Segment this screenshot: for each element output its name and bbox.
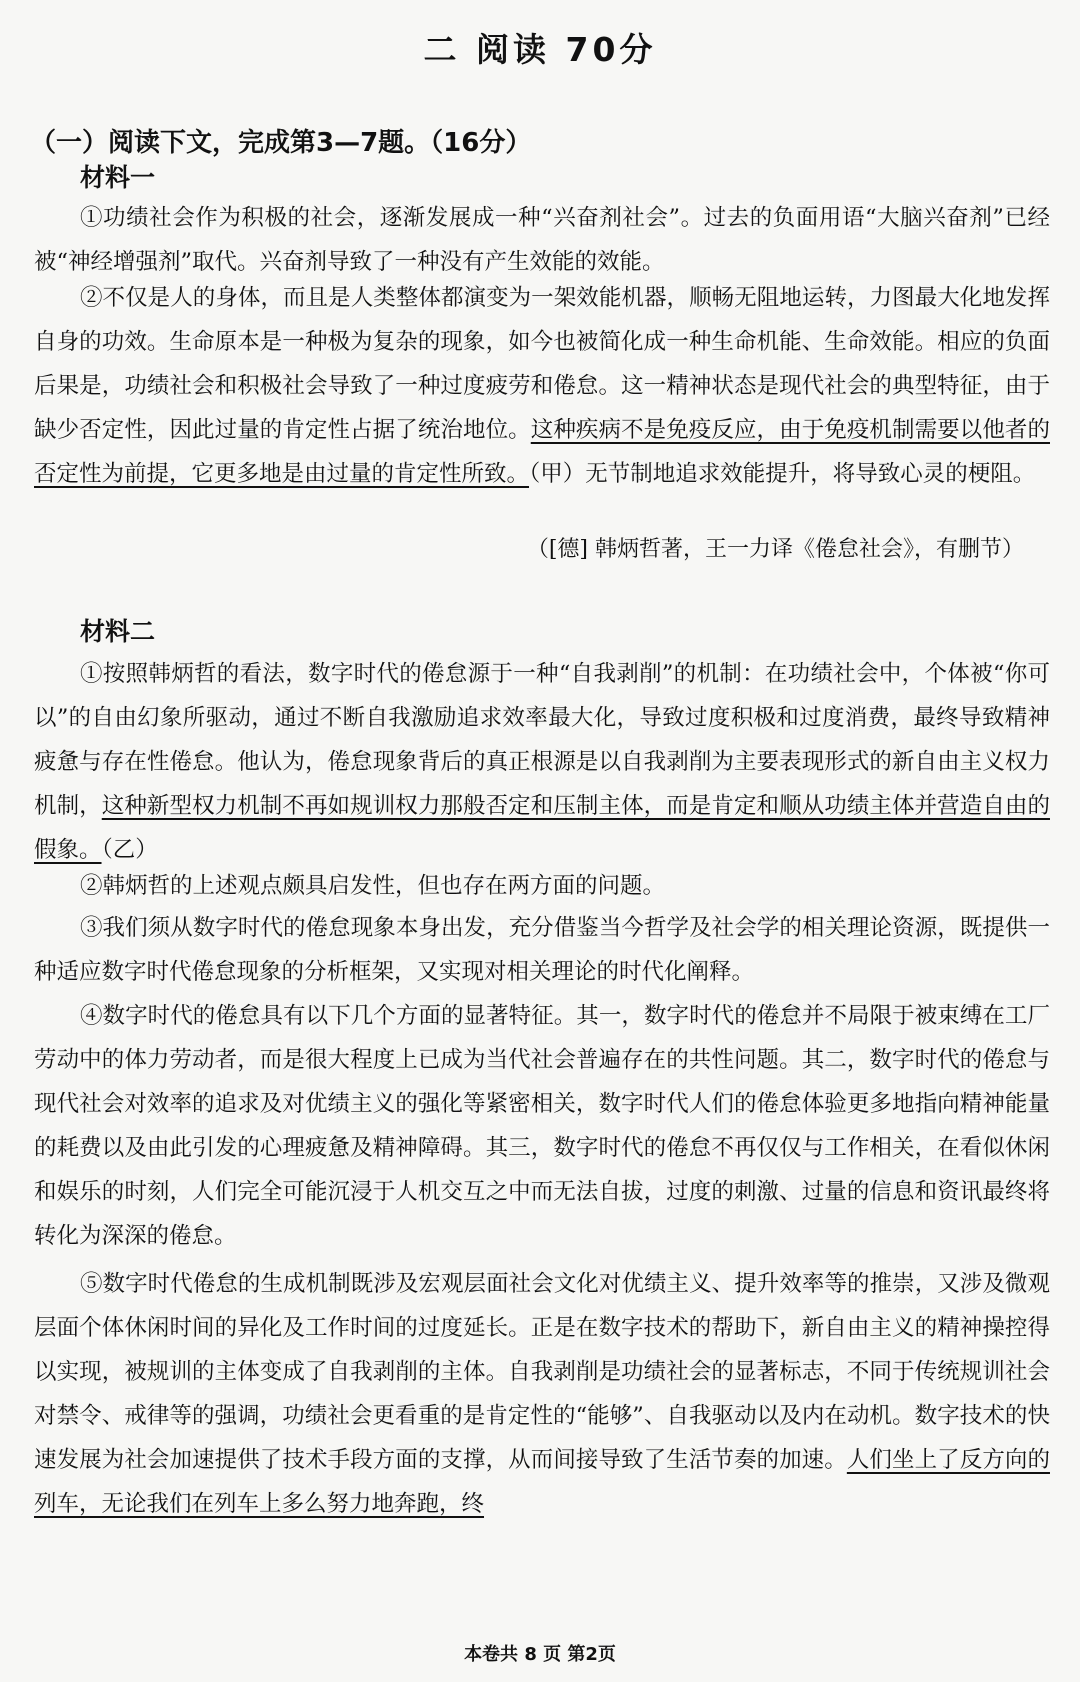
material-two-paragraph-2: ②韩炳哲的上述观点颇具启发性，但也存在两方面的问题。 [80,873,666,899]
paragraph-text: 无节制地追求效能提升，将导致心灵的梗阻。 [585,461,1036,487]
section-title: 二 阅读 70分 [423,30,657,69]
material-two-paragraph-4: ④数字时代的倦怠具有以下几个方面的显著特征。其一，数字时代的倦怠并不局限于被束缚在工厂劳动中的体力劳动者，而是很大程度上已成为当代社会普遍存在的共性问题。其二，数字时代的倦怠与现代社会对效率的追求及对优绩主义的强化等紧密相关，数字时代人们的倦怠体验更多地指向精神能量的耗费以及由此引发的心理疲惫及精神障碍。其三，数字时代的倦怠不再仅仅与工作相关，在看似休闲和娱乐的时刻，人们完全可能沉浸于人机交互之中而无法自拔，过度的刺激、过量的信息和资讯最终将转化为深深的倦怠。 [34,1003,1050,1249]
underlined-sentence-jia: 这种疾病不是免疫反应，由于免疫机制需要以他者的否定性为前提，它更多地是由过量的肯定性所致。 [34,417,1050,487]
paragraph-text: ⑤数字时代倦怠的生成机制既涉及宏观层面社会文化对优绩主义、提升效率等的推崇，又涉及微观层面个体休闲时间的异化及工作时间的过度延长。正是在数字技术的帮助下，新自由主义的精神操控得以实现，被规训的主体变成了自我剥削的主体。自我剥削是功绩社会的显著标志，不同于传统规训社会对禁令、戒律等的强调，功绩社会更看重的是肯定性的“能够”、自我驱动以及内在动机。数字技术的快速发展为社会加速提供了技术手段方面的支撑，从而间接导致了生活节奏的加速。 [34,1271,1050,1473]
underlined-sentence-yi: 这种新型权力机制不再如规训权力那般否定和压制主体，而是肯定和顺从功绩主体并营造自由的假象。 [34,793,1050,863]
material-one-paragraph-1: ①功绩社会作为积极的社会，逐渐发展成一种“兴奋剂社会”。过去的负面用语“大脑兴奋剂”已经被“神经增强剂”取代。兴奋剂导致了一种没有产生效能的效能。 [34,205,1050,275]
page-footer: 本卷共 8 页 第2页 [464,1644,616,1665]
paragraph-text: ①按照韩炳哲的看法，数字时代的倦怠源于一种“自我剥削”的机制：在功绩社会中，个体被“你可以”的自由幻象所驱动，通过不断自我激励追求效率最大化，导致过度积极和过度消费，最终导致精神疲惫与存在性倦怠。他认为，倦怠现象背后的真正根源是以自我剥削为主要表现形式的新自由主义权力机制， [34,661,1050,819]
material-one-paragraph-2 [34,276,1050,496]
material-two-title: 材料二 [80,617,156,646]
material-two-paragraph-3: ③我们须从数字时代的倦怠现象本身出发，充分借鉴当今哲学及社会学的相关理论资源，既提供一种适应数字时代倦怠现象的分析框架，又实现对相关理论的时代化阐释。 [34,915,1050,985]
paragraph-text: ②不仅是人的身体，而且是人类整体都演变为一架效能机器，顺畅无阻地运转，力图最大化地发挥自身的功效。生命原本是一种极为复杂的现象，如今也被简化成一种生命机能、生命效能。相应的负面后果是，功绩社会和积极社会导致了一种过度疲劳和倦怠。这一精神状态是现代社会的典型特征，由于缺少否定性，因此过量的肯定性占据了统治地位。 [34,285,1050,443]
part-title: （一）阅读下文，完成第3—7题。（16分） [30,128,532,158]
mark-yi: （乙） [101,837,158,863]
mark-jia: （甲） [529,461,586,487]
material-two-paragraph-1 [34,652,1050,872]
material-two-paragraph-5 [34,1262,1050,1526]
material-one-title: 材料一 [80,163,156,192]
underlined-sentence-train: 人们坐上了反方向的列车，无论我们在列车上多么努力地奔跑，终 [34,1447,1050,1517]
source-citation: （[德] 韩炳哲著，王一力译《倦怠社会》，有删节） [526,537,1024,562]
